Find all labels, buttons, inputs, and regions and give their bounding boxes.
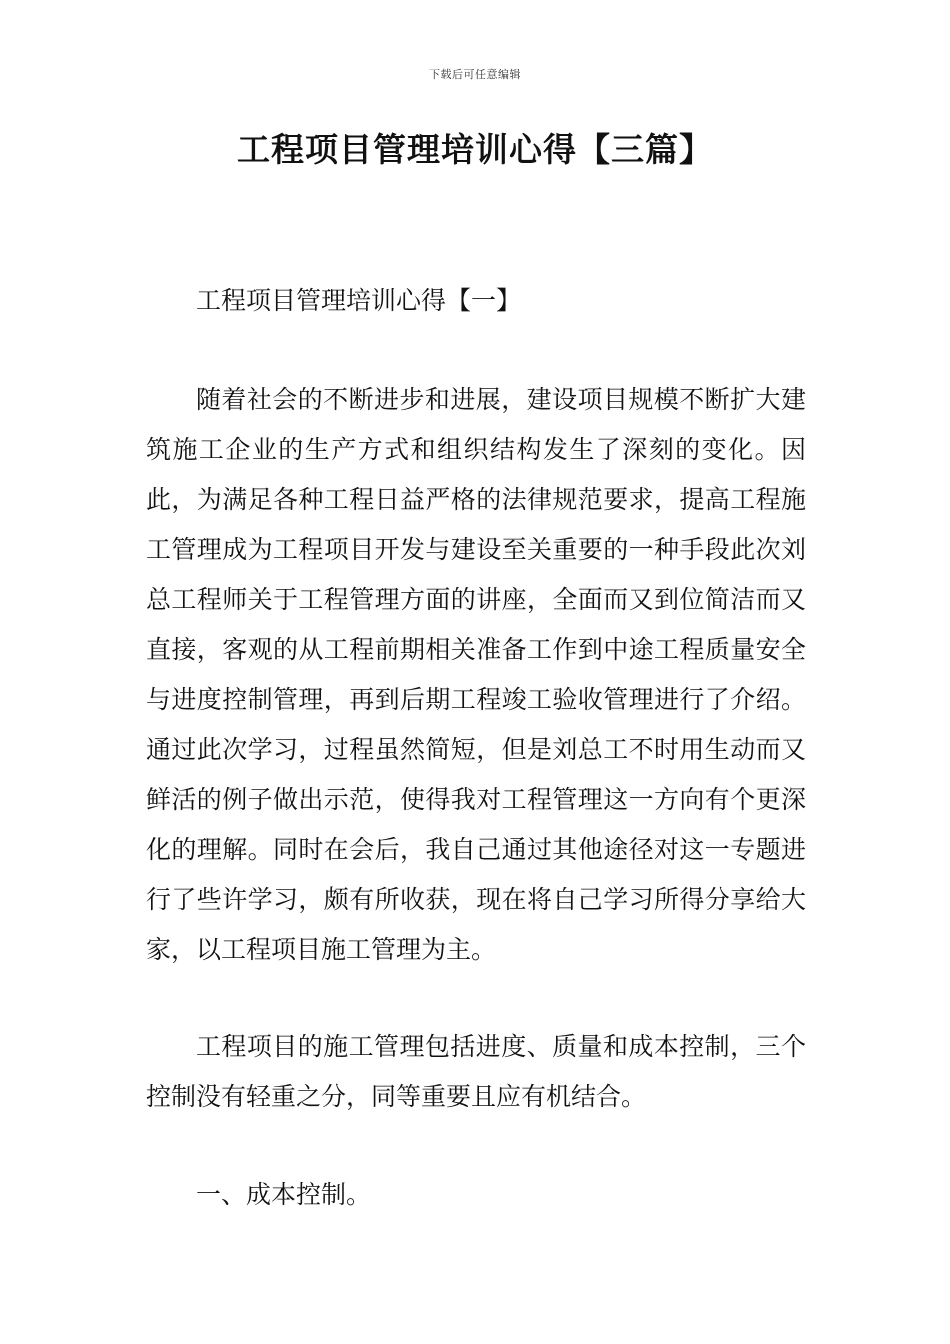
body-paragraph: 工程项目的施工管理包括进度、质量和成本控制，三个控制没有轻重之分，同等重要且应有机结合。 <box>146 1032 806 1111</box>
body-paragraph: 随着社会的不断进步和进展，建设项目规模不断扩大建筑施工企业的生产方式和组织结构发生了深刻的变化。因此，为满足各种工程日益严格的法律规范要求，提高工程施工管理成为工程项目开发与建设至关重要的一种手段此次刘总工程师关于工程管理方面的讲座，全面而又到位简洁而又直接，客观的从工程前期相关准备工作到中途工程质量安全与进度控制管理，再到后期工程竣工验收管理进行了介绍。通过此次学习，过程虽然简短，但是刘总工不时用生动而又鲜活的例子做出示范，使得我对工程管理这一方向有个更深化的理解。同时在会后，我自己通过其他途径对这一专题进行了些许学习，颇有所收获，现在将自己学习所得分享给大家，以工程项目施工管理为主。 <box>146 385 806 964</box>
section-heading: 工程项目管理培训心得【一】 <box>196 286 522 315</box>
document-title: 工程项目管理培训心得【三篇】 <box>237 130 713 169</box>
subsection-heading: 一、成本控制。 <box>196 1180 372 1209</box>
header-note: 下载后可任意编辑 <box>429 68 521 81</box>
